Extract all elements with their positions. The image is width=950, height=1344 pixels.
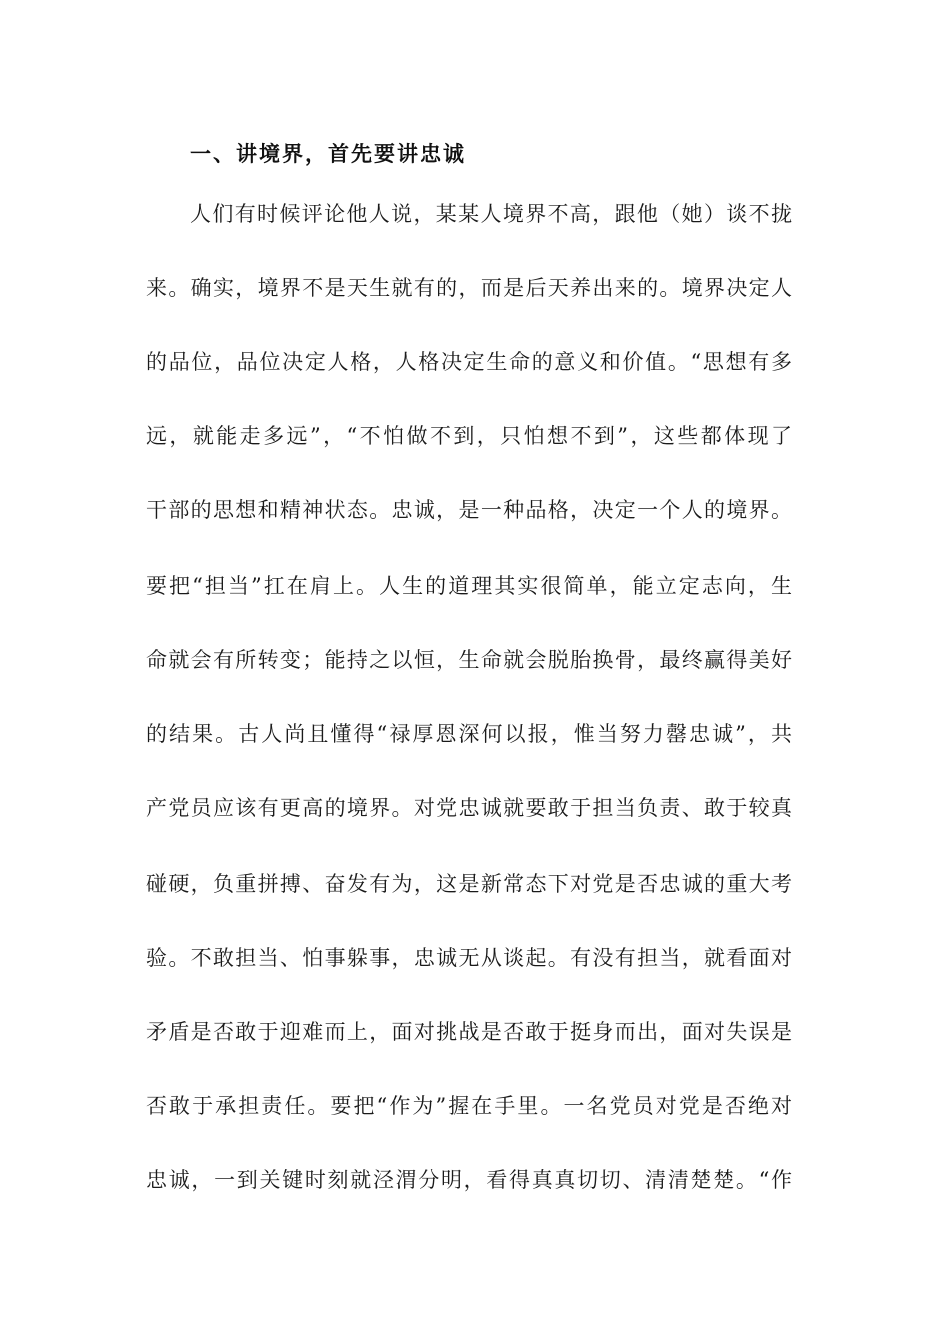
paragraph-line: 碰硬，负重拼搏、奋发有为，这是新常态下对党是否忠诚的重大考 (146, 872, 792, 896)
paragraph-line: 的结果。古人尚且懂得“禄厚恩深何以报，惟当努力罄忠诚”，共 (146, 722, 792, 746)
paragraph-line: 矛盾是否敢于迎难而上，面对挑战是否敢于挺身而出，面对失误是 (146, 1020, 792, 1044)
section-heading: 一、讲境界，首先要讲忠诚 (190, 141, 466, 166)
paragraph-line: 的品位，品位决定人格，人格决定生命的意义和价值。“思想有多 (146, 350, 792, 374)
paragraph-line: 忠诚，一到关键时刻就泾渭分明，看得真真切切、清清楚楚。“作 (146, 1168, 792, 1192)
paragraph-line: 否敢于承担责任。要把“作为”握在手里。一名党员对党是否绝对 (146, 1094, 792, 1118)
paragraph-line: 产党员应该有更高的境界。对党忠诚就要敢于担当负责、敢于较真 (146, 796, 792, 820)
paragraph-line: 人们有时候评论他人说，某某人境界不高，跟他（她）谈不拢 (190, 202, 792, 226)
paragraph-line: 命就会有所转变；能持之以恒，生命就会脱胎换骨，最终赢得美好 (146, 648, 792, 672)
paragraph-line: 干部的思想和精神状态。忠诚，是一种品格，决定一个人的境界。 (146, 498, 792, 522)
paragraph-line: 来。确实，境界不是天生就有的，而是后天养出来的。境界决定人 (146, 276, 792, 300)
paragraph-line: 远，就能走多远”，“不怕做不到，只怕想不到”，这些都体现了 (146, 424, 792, 448)
paragraph-line: 验。不敢担当、怕事躲事，忠诚无从谈起。有没有担当，就看面对 (146, 946, 792, 970)
paragraph-line: 要把“担当”扛在肩上。人生的道理其实很简单，能立定志向，生 (146, 574, 792, 598)
